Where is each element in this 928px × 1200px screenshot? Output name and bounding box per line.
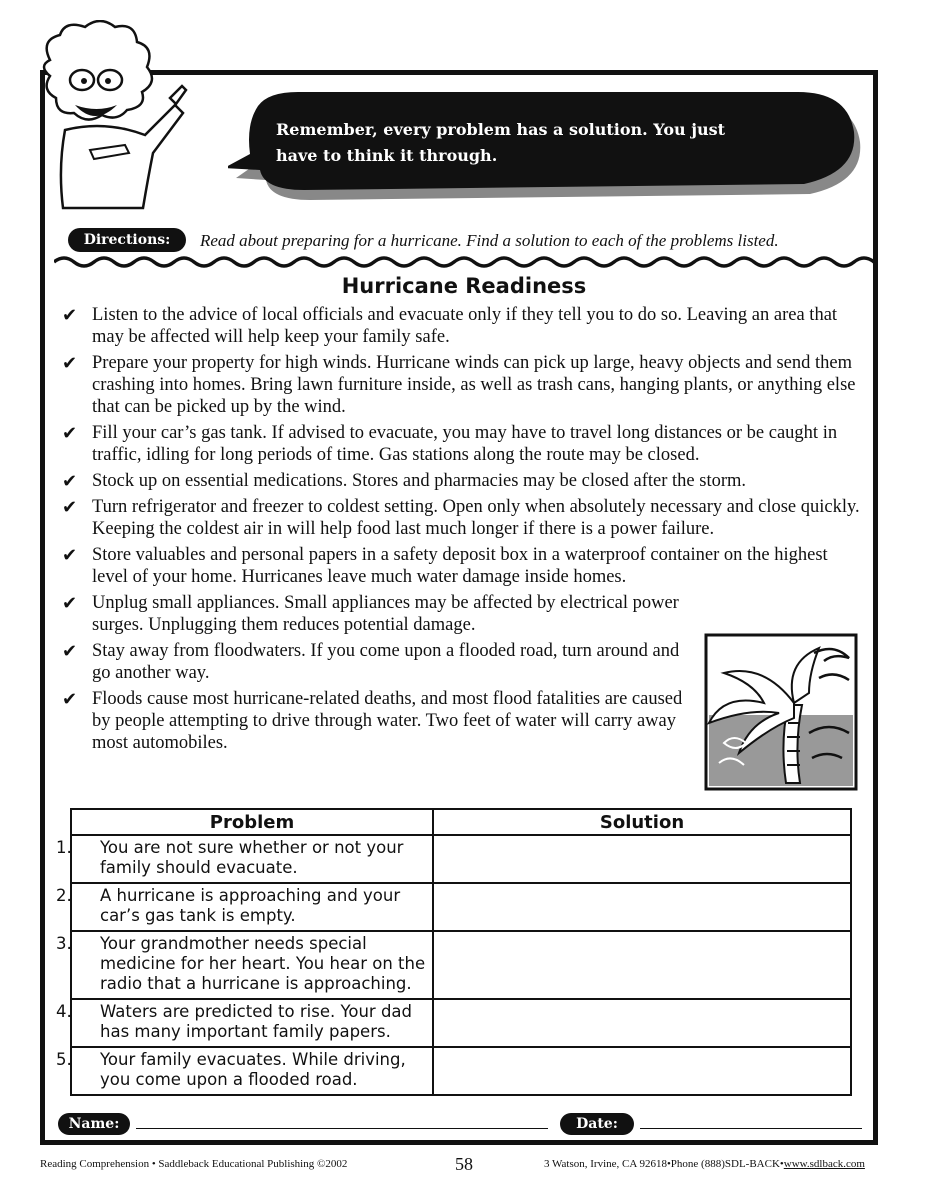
problem-solution-table bbox=[56, 808, 852, 1096]
list-item: ✔ Stock up on essential medications. Stores and pharmacies may be closed after the storm. bbox=[62, 471, 747, 491]
speech-bubble-text bbox=[276, 117, 836, 169]
hurricane-palm-tree-illustration bbox=[704, 633, 862, 793]
problem-cell: 5. Your family evacuates. While driving, you come upon a flooded road. bbox=[71, 1047, 433, 1095]
name-field[interactable] bbox=[136, 1128, 548, 1129]
solution-answer-field[interactable] bbox=[433, 835, 851, 883]
problem-cell: 2. A hurricane is approaching and your car’s gas tank is empty. bbox=[71, 883, 433, 931]
name-label: Name: bbox=[58, 1113, 130, 1135]
list-item: ✔ Store valuables and personal papers in a safety deposit box in a waterproof container on the highest level of your home. Hurricanes leave much water damage inside homes. bbox=[62, 545, 828, 587]
date-label: Date: bbox=[560, 1113, 634, 1135]
checkmark-icon: ✔ bbox=[62, 641, 78, 661]
website-link[interactable]: www.sdlback.com bbox=[783, 1158, 865, 1170]
checkmark-icon: ✔ bbox=[62, 497, 78, 517]
page-title: Hurricane Readiness bbox=[341, 274, 587, 298]
footer-contact: 3 Watson, Irvine, CA 92618•Phone (888)SDL-BACK•www.sdlback.com bbox=[544, 1158, 865, 1170]
list-item: ✔ Unplug small appliances. Small appliances may be affected by electrical power surges. Unplugging them reduces potential damage. bbox=[62, 593, 679, 635]
checkmark-icon: ✔ bbox=[62, 545, 78, 565]
table-row bbox=[71, 931, 851, 999]
list-item: ✔ Stay away from floodwaters. If you come upon a flooded road, turn around and go another way. bbox=[62, 641, 680, 683]
problem-cell: 3. Your grandmother needs special medicine for her heart. You hear on the radio that a hurricane is approaching. bbox=[71, 931, 433, 999]
footer-publisher: Reading Comprehension • Saddleback Educational Publishing ©2002 bbox=[40, 1158, 348, 1170]
directions-label: Directions: bbox=[68, 228, 186, 252]
checkmark-icon: ✔ bbox=[62, 305, 78, 325]
wavy-divider bbox=[54, 250, 874, 272]
column-header-problem: Problem bbox=[71, 809, 433, 835]
list-item: ✔ Turn refrigerator and freezer to coldest setting. Open only when absolutely necessary and close quickly. Keeping the coldest air in will help food last much longer if there is a power failure. bbox=[62, 497, 860, 539]
checkmark-icon: ✔ bbox=[62, 423, 78, 443]
problem-cell: 1. You are not sure whether or not your family should evacuate. bbox=[71, 835, 433, 883]
solution-answer-field[interactable] bbox=[433, 1047, 851, 1095]
solution-answer-field[interactable] bbox=[433, 931, 851, 999]
table-row bbox=[71, 1047, 851, 1095]
page-number: 58 bbox=[455, 1154, 473, 1174]
solution-answer-field[interactable] bbox=[433, 883, 851, 931]
table-row bbox=[71, 999, 851, 1047]
list-item: ✔ Fill your car’s gas tank. If advised to evacuate, you may have to travel long distances or be caught in traffic, idling for long periods of time. Gas stations along the route may be closed. bbox=[62, 423, 838, 465]
list-item: ✔ Listen to the advice of local officials and evacuate only if they tell you to do so. Leaving an area that may be affected will help keep your family safe. bbox=[62, 305, 838, 347]
bubble-line-1: Remember, every problem has a solution. You just bbox=[276, 120, 726, 139]
checkmark-icon: ✔ bbox=[62, 689, 78, 709]
table-row bbox=[71, 835, 851, 883]
checkmark-icon: ✔ bbox=[62, 471, 78, 491]
teacher-character-illustration bbox=[20, 20, 190, 220]
list-item: ✔ Prepare your property for high winds. Hurricane winds can pick up large, heavy objects and send them crashing into homes. Bring lawn furniture inside, as well as trash cans, hanging plants, or anything else that can be picked up by the wind. bbox=[62, 353, 856, 417]
checkmark-icon: ✔ bbox=[62, 353, 78, 373]
date-field[interactable] bbox=[640, 1128, 862, 1129]
problem-cell: 4. Waters are predicted to rise. Your dad has many important family papers. bbox=[71, 999, 433, 1047]
solution-answer-field[interactable] bbox=[433, 999, 851, 1047]
bubble-line-2: have to think it through. bbox=[276, 146, 498, 165]
checkmark-icon: ✔ bbox=[62, 593, 78, 613]
table-row bbox=[71, 883, 851, 931]
column-header-solution: Solution bbox=[433, 809, 851, 835]
directions-text: Read about preparing for a hurricane. Find a solution to each of the problems listed. bbox=[200, 231, 779, 250]
list-item: ✔ Floods cause most hurricane-related deaths, and most flood fatalities are caused by people attempting to drive through water. Two feet of water will carry away most automobiles. bbox=[62, 689, 683, 753]
